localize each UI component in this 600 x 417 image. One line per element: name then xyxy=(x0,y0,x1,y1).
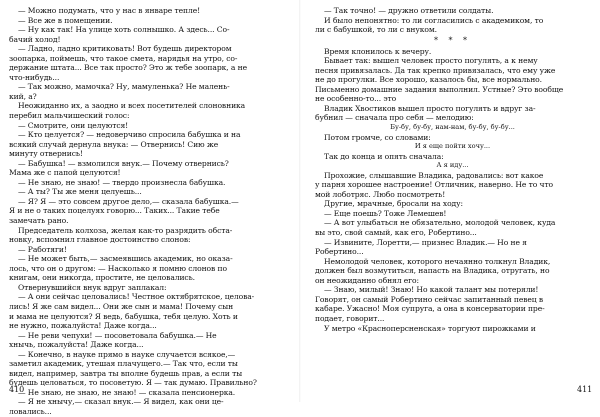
text-line: — Еще поешь? Тоже Лемешев! xyxy=(324,208,447,218)
text-line: кий, а? xyxy=(9,91,37,101)
text-line: хнычь, пожалуйста! Даже когда... xyxy=(9,340,144,350)
text-line: Неожиданно их, а заодно и всех посетителей слоновника xyxy=(18,101,246,111)
text-line: — Не знаю, не знаю! — твердо произнесла бабушка. xyxy=(18,177,226,187)
text-line: он неожиданно обнял его: xyxy=(315,275,419,285)
text-line: Бывает так: вышел человек просто погулять, а к нему xyxy=(324,56,538,66)
text-line: — Конечно, в науке прямо в науке случается всякое,— xyxy=(18,349,236,359)
gutter xyxy=(299,0,301,402)
text-line: Робертино... xyxy=(315,247,364,257)
text-line: Прохожие, слышавшие Владика, радовались: вот какое xyxy=(324,170,544,180)
text-line: должен был возмутиться, напасть на Владика, отругать, но xyxy=(315,266,550,276)
text-line: заметил академик, утешая плачущего.— Так что, если ты xyxy=(9,359,238,369)
text-line: — Я не хнычу,— сказал внук.— Я видел, как они це- xyxy=(18,397,224,407)
text-line: — Кто целуется? — недоверчиво спросила бабушка и на xyxy=(18,130,241,140)
text-line: — Не может быть,— засмеявшись академик, но оказа- xyxy=(18,254,233,264)
text-line: песня привязалась. Да так крепко привязалась, что ему уже xyxy=(315,65,556,75)
text-line: книгам, они никогда, простите, не целовались. xyxy=(9,273,195,283)
text-line: У метро «Красноперсненская» торгуют пирожками и xyxy=(324,323,536,333)
text-line: Владик Хвостиков вышел просто погулять и вдруг за- xyxy=(324,103,536,113)
text-line: бачий холод! xyxy=(9,34,61,44)
text-line: ли с бабушкой, то ли с внуком. xyxy=(315,25,437,35)
text-line: — Ну как так! На улице хоть солнышко. А здесь... Со- xyxy=(18,25,230,35)
right-page xyxy=(315,6,590,378)
text-line: что-нибудь... xyxy=(9,72,60,82)
text-line: — Извините, Лоретти,— признес Владик.— Но не я xyxy=(324,237,527,247)
text-line: — Не знаю, не знаю, не знаю! — сказала пенсионерка. xyxy=(18,387,236,397)
text-line: бубнил — сначала про себя — мелодию: xyxy=(315,113,474,123)
text-line: — А ты? Ты же меня целуешь... xyxy=(18,187,142,197)
text-line: — Так можно, мамочка? Ну, мамуленька? Не малень- xyxy=(18,82,230,92)
section-break: * * * xyxy=(433,35,472,45)
text-line: новку, вспомнил главное достоинство слонов: xyxy=(9,235,191,245)
text-line: — А они сейчас целовались! Честное октябрятское, целова- xyxy=(18,292,255,302)
text-line: перебил мальчишеский голос: xyxy=(9,111,130,121)
text-line: мой лоботряс. Любо посмотреть! xyxy=(315,189,446,199)
text-line: — Работяги! xyxy=(18,244,67,254)
text-line: И было непонятно: то ли согласились с академиком, то xyxy=(324,15,544,25)
text-line: Отвернувшийся внук вдруг заплакал: xyxy=(18,282,167,292)
text-line: — Все же в помещении. xyxy=(18,15,113,25)
text-line: Говорят, он самый Робертино сейчас запитанный певец в xyxy=(315,294,544,304)
text-line: — Я? Я — это совсем другое дело,— сказала бабушка.— xyxy=(18,196,239,206)
text-line: не особенно-то... это xyxy=(315,94,397,104)
text-line: Время клонилось к вечеру. xyxy=(324,46,432,56)
text-line: — Ладно, ладно критиковать! Вот будешь директором xyxy=(18,44,232,54)
text-line: — А вот улыбаться не обязательно, молодой человек, куда xyxy=(324,218,556,228)
text-line: всякий случай дернула внука: — Отвернись! Сию же xyxy=(9,139,219,149)
text-line: Мама же с папой целуются! xyxy=(9,168,121,178)
page-number-right: 411 xyxy=(577,385,593,394)
text-line: зоопарка, поймешь, что такое смета, нарядья на утро, со- xyxy=(9,53,238,63)
text-line: Немолодой человек, которого нечаянно толкнул Владик, xyxy=(324,256,551,266)
text-line: Так до конца и опять сначала: xyxy=(324,151,444,161)
text-line: минуту отвернись! xyxy=(9,149,83,159)
text-line: лись! Я же сам видел... Они же сын и мама! Почему сын xyxy=(9,301,234,311)
text-line: — Так точно! — дружно ответили солдаты. xyxy=(324,6,494,15)
text-line: не до прогулки. Все хорошо, казалось бы, все нормально. xyxy=(315,75,542,85)
text-line: у парня хорошее настроение! Отличник, наверно. Не то что xyxy=(315,180,554,190)
text-line: Я и не о таких поцелуях говорю... Таких... Такие тебе xyxy=(9,206,220,216)
text-line: лось, что он о другом: — Насколько я помню слонов по xyxy=(9,263,227,273)
song-line: А я иду... xyxy=(436,161,469,170)
text-line: ловались... xyxy=(9,406,52,416)
text-line: не нужно, пожалуйста! Даже когда... xyxy=(9,321,157,331)
text-line: видел, например, завтра ты вполне будешь прав, а если ты xyxy=(9,368,243,378)
page-number-left: 410 xyxy=(9,385,25,394)
text-line: держание штата... Все так просто? Это ж тебе зоопарк, а не xyxy=(9,63,247,73)
text-line: кабаре. Ужасно! Моя супруга, а она в консерватории пре- xyxy=(315,304,545,314)
text-line: и мама не целуются? Я ведь, бабушка, тебя целую. Хоть и xyxy=(9,311,238,321)
text-line: Потом громче, со словами: xyxy=(324,132,431,142)
text-line: — Смотрите, они целуются! xyxy=(18,120,129,130)
song-line: Бу-бу, бу-бу, нам-нам, бу-бу, бу-бу... xyxy=(390,123,515,132)
text-line: Другие, мрачные, бросали на ходу: xyxy=(324,199,463,209)
text-line: подает, говорит... xyxy=(315,313,385,323)
text-line: — Знаю, милый! Знаю! Но какой талант мы потеряли! xyxy=(324,285,539,295)
text-line: — Можно подумать, что у нас в январе тепле! xyxy=(18,6,201,15)
text-line: вы это, свой самый, как его, Робертино... xyxy=(315,228,477,238)
song-line: И я еще пойти хочу... xyxy=(414,142,491,151)
text-line: — Бабушка! — взмолился внук.— Почему отвернись? xyxy=(18,158,229,168)
text-line: — Не реви чепухи! — посоветовала бабушка.— Не xyxy=(18,330,217,340)
text-line: замечать рано. xyxy=(9,216,69,226)
text-line: Письменно домашние задания выполнил. Устные? Это вообще xyxy=(315,84,564,94)
text-line: Председатель колхоза, желая как-то разрядить обста- xyxy=(18,225,233,235)
text-line: будешь целоваться, то посоветую. Я — так думаю. Правильно? xyxy=(9,378,257,388)
